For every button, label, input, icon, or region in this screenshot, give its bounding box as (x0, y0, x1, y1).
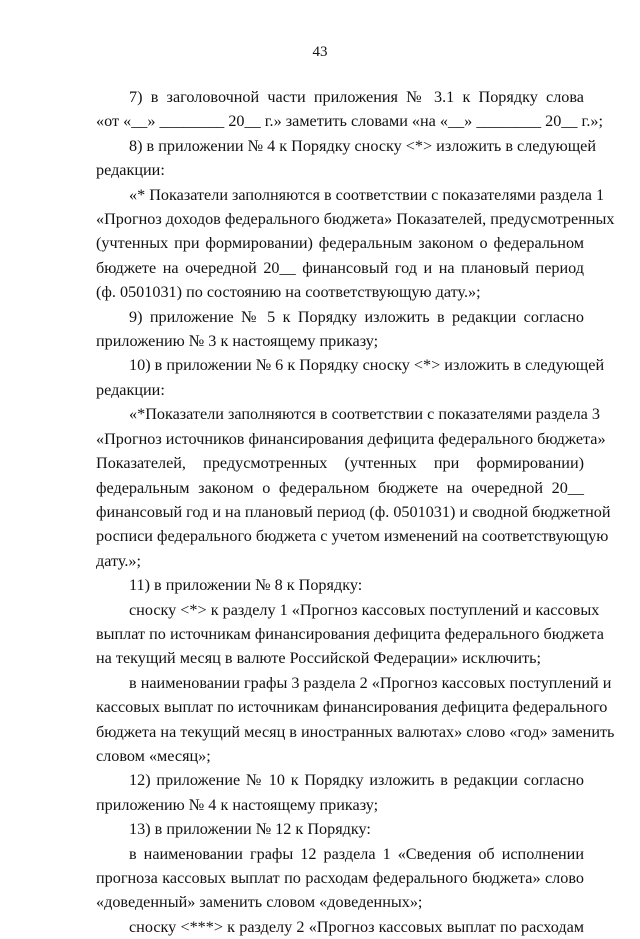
text-line: (учтенных при формировании) федеральным законом о федеральном (96, 234, 584, 253)
text-line: «Прогноз источников финансирования дефицита федерального бюджета» (96, 429, 606, 448)
text-line: прогноза кассовых выплат по расходам федерального бюджета» слово (96, 869, 584, 887)
text-line: финансовый год и на плановый период (ф. 0501031) и сводной бюджетной (96, 502, 611, 521)
text-line: 11) в приложении № 8 к Порядку: (129, 576, 363, 595)
text-line: Показателей, предусмотренных (учтенных при формировании) (96, 454, 584, 473)
document-body (96, 85, 615, 939)
text-line: сноску <*> к разделу 1 «Прогноз кассовых поступлений и кассовых (129, 600, 600, 619)
text-line: на текущий месяц в валюте Российской Федерации» исключить; (96, 649, 542, 668)
text-line: выплат по источникам финансирования дефицита федерального бюджета (96, 624, 604, 643)
text-line: бюджете на очередной 20__ финансовый год и на плановый период (96, 258, 584, 277)
text-line: 8) в приложении № 4 к Порядку сноску <*> изложить в следующей (129, 136, 597, 155)
text-line: «*Показатели заполняются в соответствии с показателями раздела 3 (129, 405, 601, 424)
text-line: редакции: (96, 161, 165, 180)
text-line: (ф. 0501031) по состоянию на соответствующую дату.»; (96, 283, 481, 302)
text-line: кассовых выплат по источникам финансирования дефицита федерального (96, 698, 608, 717)
text-line: редакции: (96, 380, 165, 399)
text-line: дату.»; (96, 551, 141, 570)
text-line: 7) в заголовочной части приложения № 3.1 к Порядку слова (129, 88, 584, 106)
text-line: 12) приложение № 10 к Порядку изложить в редакции согласно (129, 771, 584, 790)
text-line: «* Показатели заполняются в соответствии с показателями раздела 1 (129, 185, 605, 204)
text-line: в наименовании графы 3 раздела 2 «Прогноз кассовых поступлений и (129, 673, 612, 692)
text-line: бюджета на текущий месяц в иностранных валютах» слово «год» заменить (96, 722, 615, 741)
text-line: «от «__» ________ 20__ г.» заметить словами «на «__» ________ 20__ г.»; (96, 112, 603, 131)
text-line: приложению № 4 к настоящему приказу; (96, 795, 379, 814)
text-line: 13) в приложении № 12 к Порядку: (129, 820, 371, 839)
text-line: «доведенный» заменить словом «доведенных»; (96, 893, 423, 912)
text-line: в наименовании графы 12 раздела 1 «Сведения об исполнении (129, 844, 584, 863)
text-line: «Прогноз доходов федерального бюджета» Показателей, предусмотренных (96, 210, 615, 229)
text-line: сноску <***> к разделу 2 «Прогноз кассовых выплат по расходам (129, 917, 584, 936)
text-line: федеральным законом о федеральном бюджете на очередной 20__ (96, 478, 584, 497)
text-line: 9) приложение № 5 к Порядку изложить в редакции согласно (129, 307, 584, 326)
text-line: росписи федерального бюджета с учетом изменений на соответствующую (96, 527, 609, 546)
text-line: словом «месяц»; (96, 746, 211, 765)
page-number: 43 (312, 44, 328, 60)
text-line: приложению № 3 к настоящему приказу; (96, 332, 379, 351)
text-line: 10) в приложении № 6 к Порядку сноску <*> изложить в следующей (129, 356, 605, 375)
